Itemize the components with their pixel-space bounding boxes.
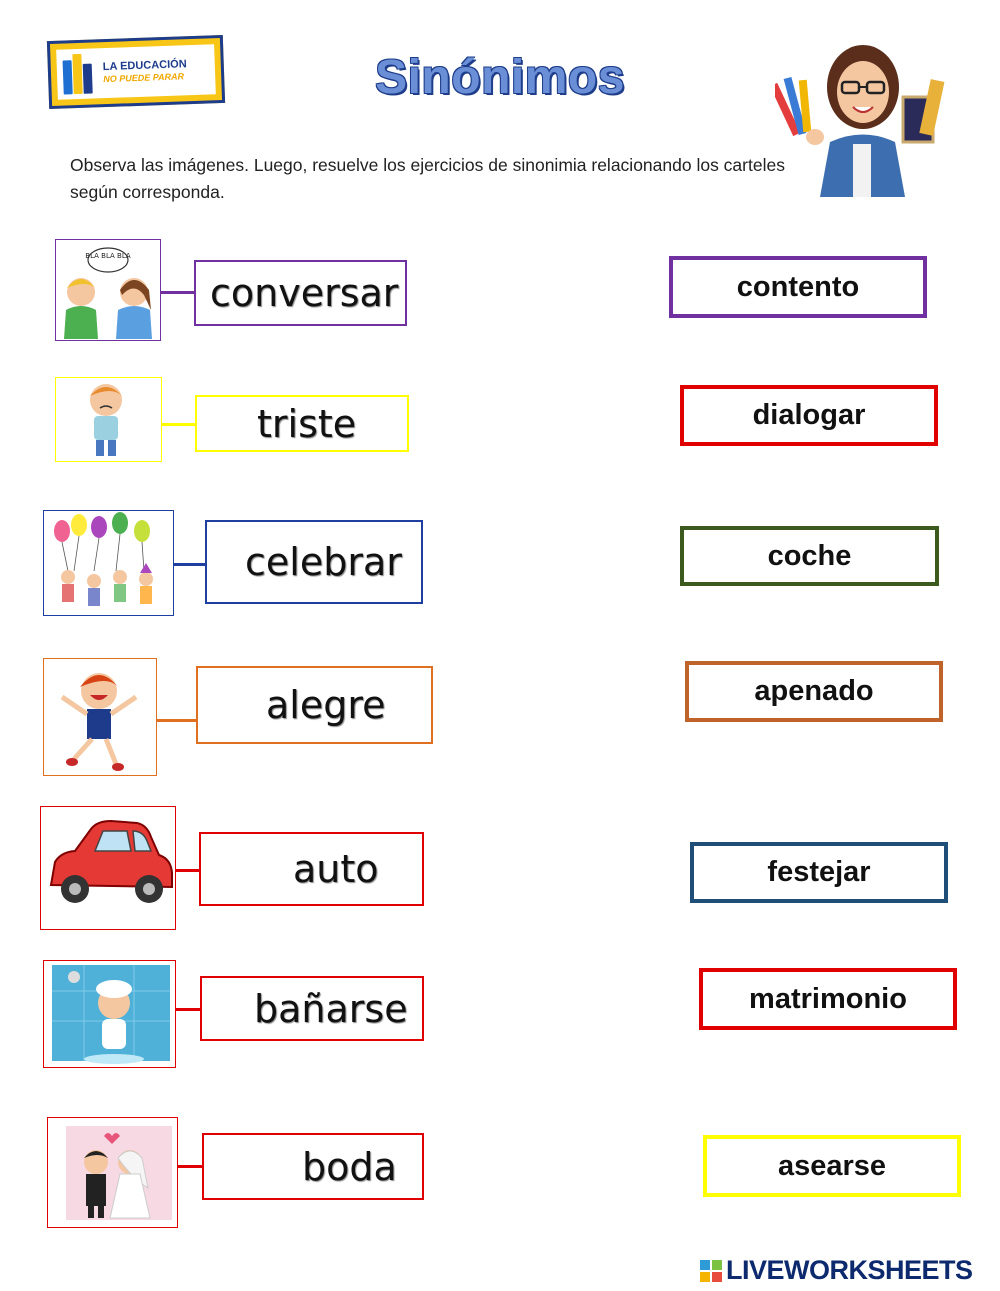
answer-label: asearse xyxy=(777,1149,887,1182)
word-card-triste[interactable] xyxy=(195,395,409,452)
answer-card-dialogar[interactable] xyxy=(680,385,938,446)
connector-line xyxy=(174,563,206,566)
logo-line-2: NO PUEDE PARAR xyxy=(103,71,185,85)
word-label: auto xyxy=(293,847,379,891)
answer-label: contento xyxy=(736,270,860,303)
answer-label: festejar xyxy=(767,856,871,888)
connector-line xyxy=(162,423,195,426)
connector-line xyxy=(176,1008,201,1011)
connector-line xyxy=(157,719,197,722)
page-title: Sinónimos xyxy=(375,51,625,104)
answer-card-matrimonio[interactable] xyxy=(699,968,957,1030)
answer-card-contento[interactable] xyxy=(669,256,927,318)
la-educacion-logo xyxy=(47,35,225,109)
word-card-conversar[interactable] xyxy=(194,260,407,326)
answer-card-coche[interactable] xyxy=(680,526,939,586)
connector-line xyxy=(176,869,199,872)
two-kids-talking-icon xyxy=(55,239,161,341)
books-icon xyxy=(62,53,97,94)
word-label: alegre xyxy=(266,683,386,727)
liveworksheets-brand xyxy=(700,1255,973,1286)
word-card-boda[interactable] xyxy=(202,1133,424,1200)
speech-bubble-text: BLA BLA BLA xyxy=(85,252,131,260)
sad-boy-icon xyxy=(55,377,162,462)
instructions-text: Observa las imágenes. Luego, resuelve los ejercicios de sinonimia relacionando los carteles según corresponda. xyxy=(70,155,785,202)
word-card-alegre[interactable] xyxy=(196,666,433,744)
answer-card-festejar[interactable] xyxy=(690,842,948,903)
word-card-banarse[interactable] xyxy=(200,976,424,1041)
word-label: celebrar xyxy=(245,540,402,584)
answer-label: coche xyxy=(767,539,852,572)
word-label: conversar xyxy=(210,271,399,315)
word-card-auto[interactable] xyxy=(199,832,424,906)
child-shower-icon xyxy=(43,960,176,1068)
connector-line xyxy=(178,1165,203,1168)
liveworksheets-logo-icon xyxy=(700,1260,722,1282)
logo-line-1: LA EDUCACIÓN xyxy=(102,58,187,74)
red-car-icon xyxy=(40,806,176,930)
happy-girl-jumping-icon xyxy=(43,658,157,776)
word-label: triste xyxy=(257,401,357,446)
wedding-couple-icon xyxy=(47,1117,178,1228)
word-label: bañarse xyxy=(254,986,408,1031)
brand-text: LIVEWORKSHEETS xyxy=(726,1255,973,1285)
word-card-celebrar[interactable] xyxy=(205,520,423,604)
answer-label: matrimonio xyxy=(749,982,907,1015)
answer-label: apenado xyxy=(754,675,874,707)
party-kids-balloons-icon xyxy=(43,510,174,616)
answer-label: dialogar xyxy=(752,399,866,431)
connector-line xyxy=(161,291,194,294)
word-label: boda xyxy=(302,1144,397,1189)
answer-card-asearse[interactable] xyxy=(703,1135,961,1197)
answer-card-apenado[interactable] xyxy=(685,661,943,722)
